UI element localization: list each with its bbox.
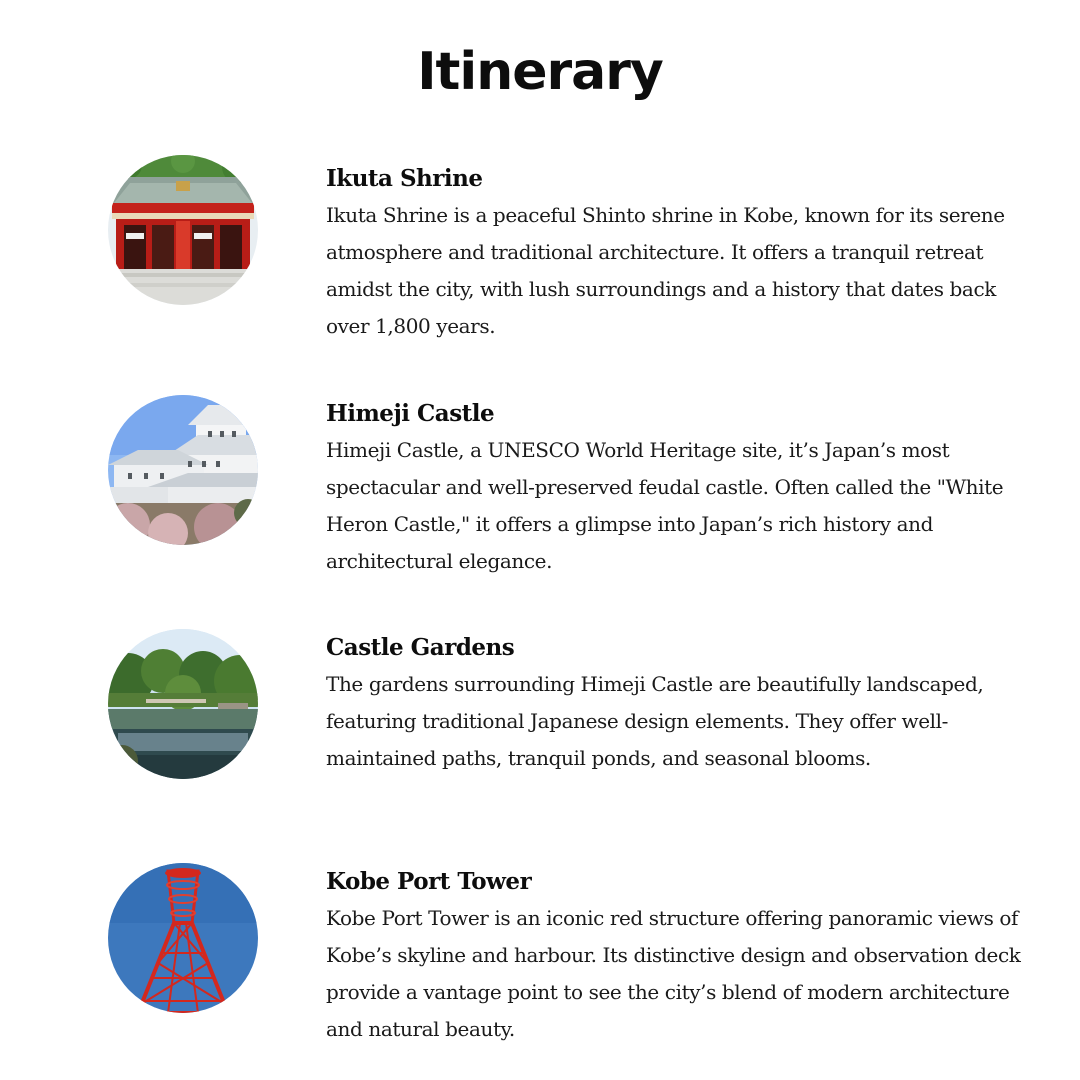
item-text [326, 160, 1026, 345]
castle-photo [108, 395, 258, 545]
item-description: Kobe Port Tower is an iconic red structure offering panoramic views of Kobe’s skyline and harbour. Its distinctive design and observation deck provide a vantage point to see the city’s blend of modern architecture and natural beauty. [326, 906, 1021, 1041]
item-description: Ikuta Shrine is a peaceful Shinto shrine in Kobe, known for its serene atmosphere and traditional architecture. It offers a tranquil retreat amidst the city, with lush surroundings and a history that dates back over 1,800 years. [326, 203, 1005, 338]
itinerary-item-castle-gardens [0, 629, 1080, 829]
itinerary-item-himeji-castle [0, 395, 1080, 595]
item-title: Ikuta Shrine [326, 165, 483, 192]
tower-photo [108, 863, 258, 1013]
itinerary-item-ikuta-shrine [0, 155, 1080, 355]
item-description: Himeji Castle, a UNESCO World Heritage site, it’s Japan’s most spectacular and well-preserved feudal castle. Often called the "White Heron Castle," it offers a glimpse into Japan’s rich history and architectural elegance. [326, 438, 1004, 573]
item-title: Kobe Port Tower [326, 868, 532, 895]
item-text [326, 863, 1026, 1048]
item-description: The gardens surrounding Himeji Castle are beautifully landscaped, featuring traditional Japanese design elements. They offer well-maintained paths, tranquil ponds, and seasonal blooms. [326, 672, 984, 770]
item-text [326, 395, 1026, 580]
garden-photo [108, 629, 258, 779]
itinerary-item-kobe-port-tower [0, 863, 1080, 1063]
item-title: Himeji Castle [326, 400, 495, 427]
shrine-photo [108, 155, 258, 305]
item-title: Castle Gardens [326, 634, 515, 661]
item-text [326, 629, 1026, 777]
page-title: Itinerary [417, 42, 663, 102]
